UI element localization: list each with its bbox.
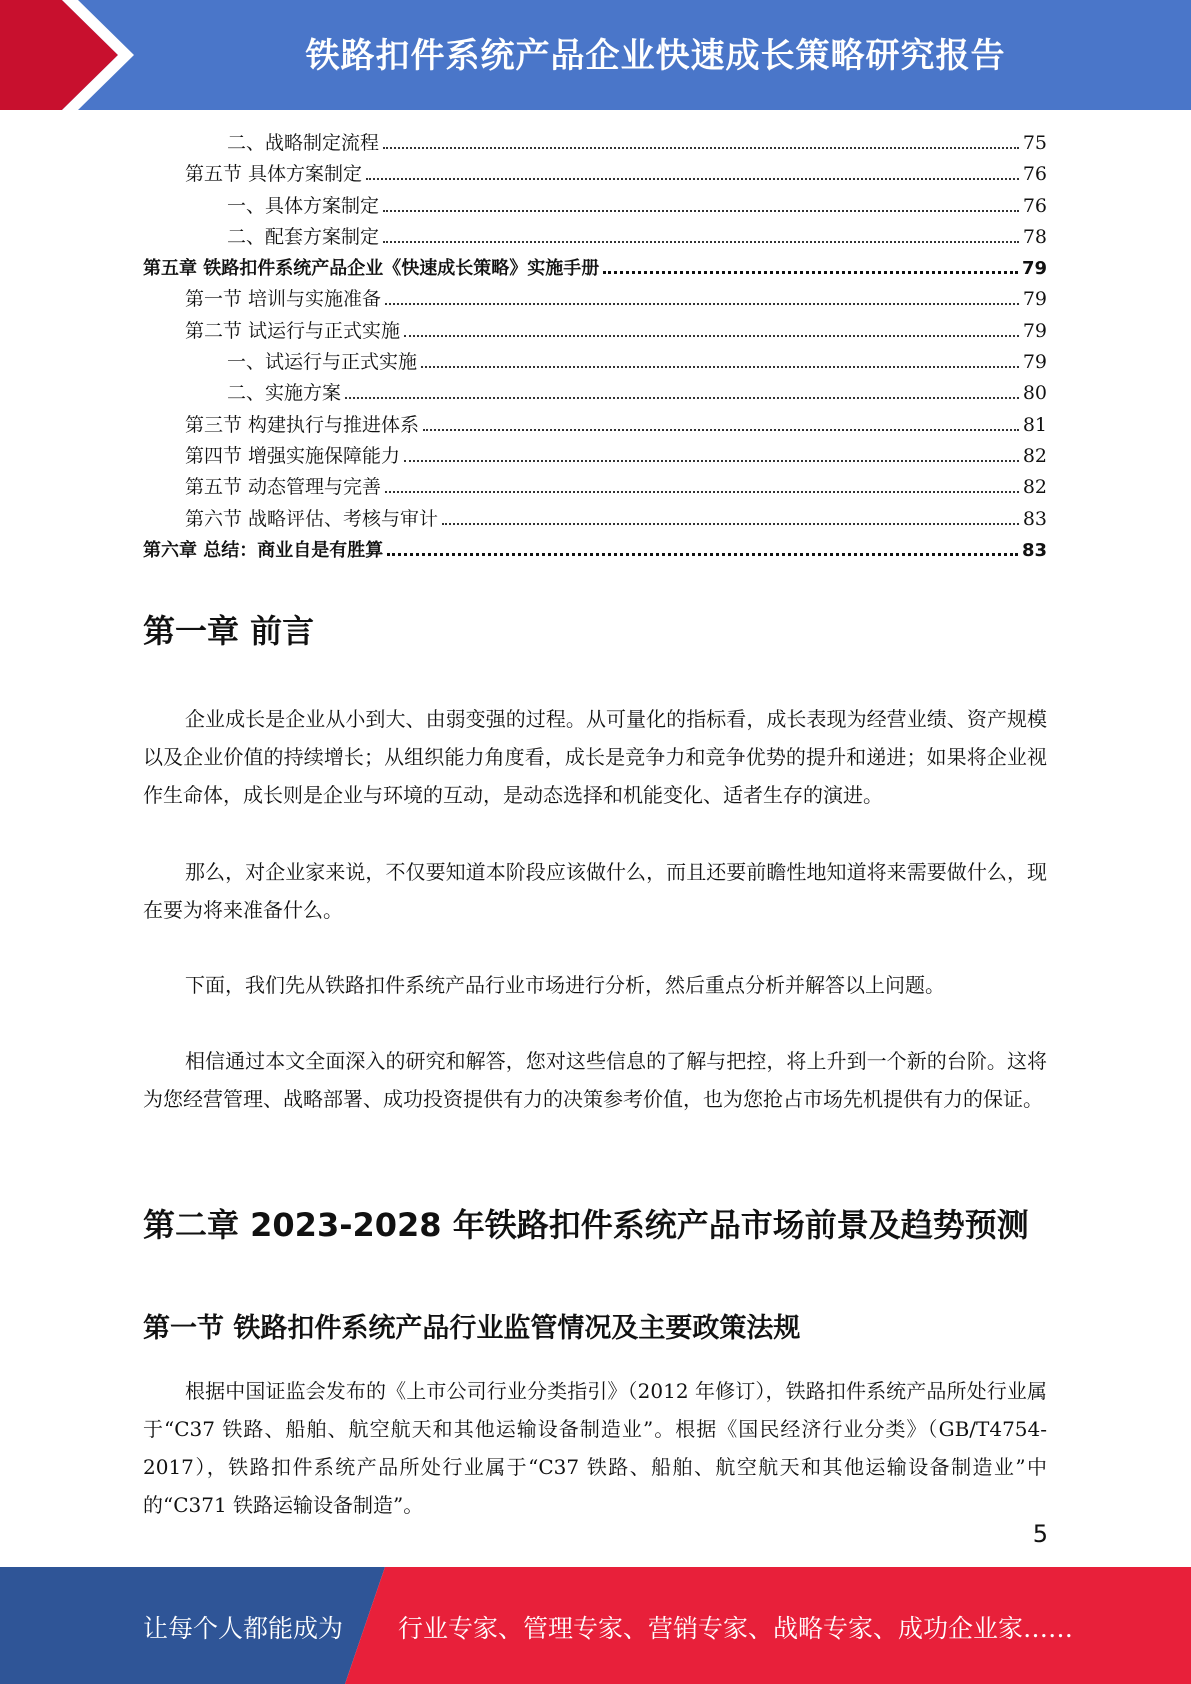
page-footer: [0, 1567, 1191, 1684]
toc-entry-label: 二、战略制定流程: [227, 132, 380, 154]
chapter-1-title: 第一章 前言: [143, 612, 315, 650]
chapter-1-paragraph: 相信通过本文全面深入的研究和解答，您对这些信息的了解与把控，将上升到一个新的台阶。这将为您经营管理、战略部署、成功投资提供有力的决策参考价值，也为您抢占市场先机提供有力的保证。: [143, 1049, 1047, 1111]
toc-entry-label: 第四节 增强实施保障能力: [185, 444, 401, 467]
toc-entry-page: 79: [1022, 351, 1047, 374]
page-number: 5: [1032, 1520, 1048, 1548]
toc-entry-page: 82: [1022, 444, 1047, 467]
toc-dot-leader: [421, 365, 1019, 368]
table-of-contents: [143, 128, 1047, 566]
chapter-1-paragraph: 企业成长是企业从小到大、由弱变强的过程。从可量化的指标看，成长表现为经营业绩、资产规模以及企业价值的持续增长；从组织能力角度看，成长是竞争力和竞争优势的提升和递进；如果将企业视作生命体，成长则是企业与环境的互动，是动态选择和机能变化、适者生存的演进。: [143, 707, 1047, 807]
toc-entry[interactable]: [143, 191, 1047, 222]
chapter-2-title: 第二章 2023-2028 年铁路扣件系统产品市场前景及趋势预测: [143, 1206, 1029, 1244]
toc-entry-page: 82: [1022, 476, 1047, 499]
toc-entry[interactable]: [143, 222, 1047, 253]
toc-entry-label: 第五节 动态管理与完善: [185, 476, 382, 499]
toc-dot-leader: [385, 490, 1019, 493]
toc-dot-leader: [345, 396, 1019, 399]
toc-entry[interactable]: [143, 284, 1047, 315]
toc-entry-label: 二、配套方案制定: [227, 225, 380, 248]
toc-entry[interactable]: [143, 472, 1047, 503]
toc-entry-page: 76: [1022, 194, 1047, 217]
toc-entry-page: 79: [1021, 258, 1047, 280]
toc-entry-label: 第一节 培训与实施准备: [185, 288, 382, 311]
toc-dot-leader: [387, 552, 1018, 556]
toc-dot-leader: [383, 240, 1019, 243]
toc-entry-label: 第六章 总结：商业自是有胜算: [143, 539, 384, 561]
toc-entry[interactable]: [143, 441, 1047, 472]
toc-entry-page: 75: [1022, 132, 1047, 154]
toc-entry[interactable]: [143, 128, 1047, 159]
toc-entry-label: 一、试运行与正式实施: [227, 351, 418, 374]
toc-entry-page: 79: [1022, 288, 1047, 311]
section-1-title: 第一节 铁路扣件系统产品行业监管情况及主要政策法规: [143, 1313, 801, 1344]
toc-entry[interactable]: [143, 316, 1047, 347]
report-title: 铁路扣件系统产品企业快速成长策略研究报告: [305, 36, 1006, 76]
toc-dot-leader: [383, 146, 1019, 149]
toc-entry-page: 76: [1022, 163, 1047, 186]
toc-entry-label: 第六节 战略评估、考核与审计: [185, 507, 439, 530]
toc-entry[interactable]: [143, 410, 1047, 441]
toc-dot-leader: [603, 270, 1018, 274]
toc-entry-page: 80: [1022, 382, 1047, 405]
page-header: [0, 0, 1191, 110]
toc-entry-label: 第二节 试运行与正式实施: [185, 319, 401, 342]
toc-dot-leader: [442, 522, 1019, 525]
toc-entry[interactable]: [143, 347, 1047, 378]
footer-slogan-left: 让每个人都能成为: [143, 1614, 344, 1643]
chapter-1-paragraph: 下面，我们先从铁路扣件系统产品行业市场进行分析，然后重点分析并解答以上问题。: [185, 973, 945, 997]
toc-dot-leader: [404, 459, 1019, 462]
toc-entry-page: 83: [1022, 507, 1047, 530]
toc-entry-page: 81: [1022, 413, 1047, 436]
toc-entry[interactable]: [143, 378, 1047, 409]
header-chevron-decoration: [0, 0, 150, 110]
chapter-1-paragraph: 那么，对企业家来说，不仅要知道本阶段应该做什么，而且还要前瞻性地知道将来需要做什么，现在要为将来准备什么。: [143, 860, 1047, 922]
toc-entry-label: 第五章 铁路扣件系统产品企业《快速成长策略》实施手册: [143, 258, 600, 280]
toc-entry-label: 一、具体方案制定: [227, 194, 380, 217]
toc-entry[interactable]: [143, 535, 1047, 566]
toc-dot-leader: [366, 177, 1019, 180]
toc-dot-leader: [385, 302, 1019, 305]
toc-entry-label: 二、实施方案: [227, 382, 342, 405]
toc-entry-label: 第五节 具体方案制定: [185, 163, 363, 186]
toc-entry-page: 78: [1022, 225, 1047, 248]
toc-dot-leader: [383, 209, 1019, 212]
toc-entry[interactable]: [143, 504, 1047, 535]
toc-entry[interactable]: [143, 159, 1047, 190]
section-1-paragraph: 根据中国证监会发布的《上市公司行业分类指引》（2012 年修订），铁路扣件系统产品所处行业属于“C37 铁路、船舶、航空航天和其他运输设备制造业”。根据《国民经济行业分类》（GB/T4754-2017），铁路扣件系统产品所处行业属于“C37 铁路、船舶、航空航天和其他运输设备制造业”中的“C371 铁路运输设备制造”。: [143, 1379, 1047, 1517]
footer-slogan-right: 行业专家、管理专家、营销专家、战略专家、成功企业家……: [398, 1614, 1074, 1643]
toc-entry-page: 79: [1022, 319, 1047, 342]
toc-entry-label: 第三节 构建执行与推进体系: [185, 413, 420, 436]
toc-dot-leader: [423, 428, 1019, 431]
toc-entry[interactable]: [143, 253, 1047, 284]
toc-dot-leader: [404, 334, 1019, 337]
toc-entry-page: 83: [1021, 539, 1047, 561]
